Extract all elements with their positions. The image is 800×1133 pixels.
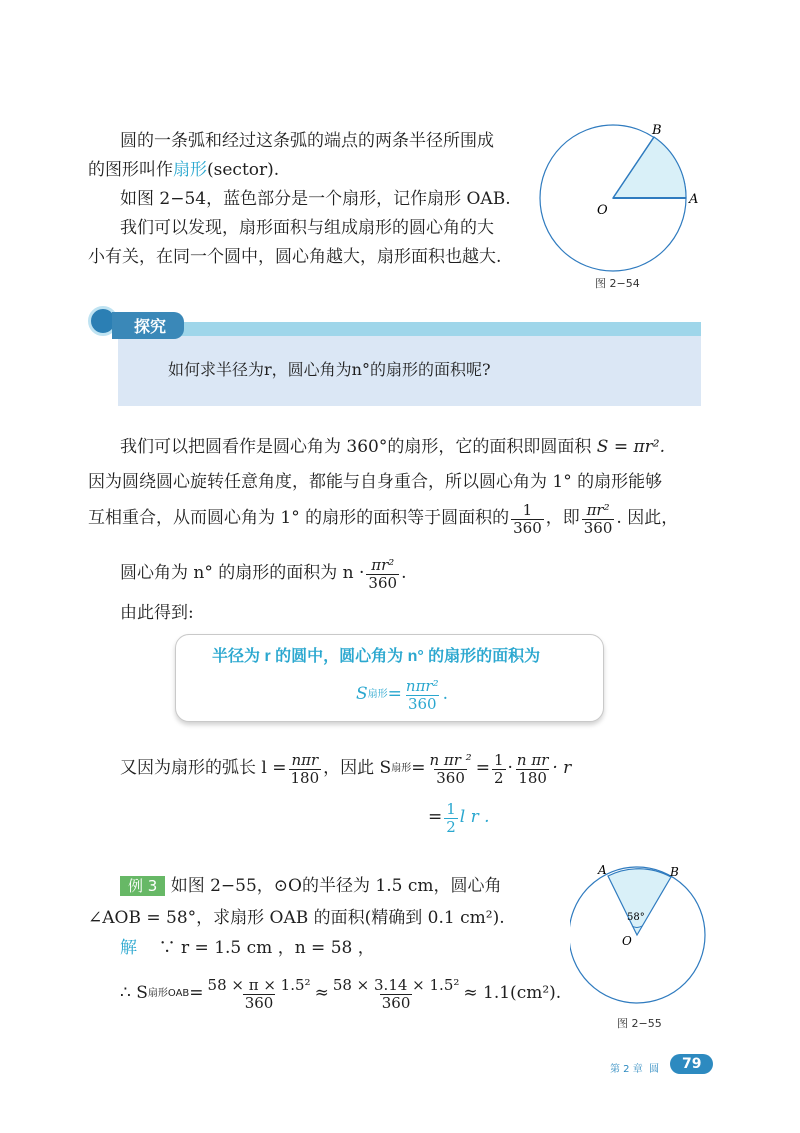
figure-2-54	[535, 118, 705, 288]
explore-question: 如何求半径为r，圆心角为n°的扇形的面积呢?	[168, 360, 491, 379]
body-line-3: 互相重合，从而圆心角为 1° 的扇形的面积等于圆面积的 $\frac{1}{360}$ ，即 $\frac{\text{πr²}}{360}$ . 因此，	[88, 501, 679, 537]
fig2-label-O: O	[622, 934, 632, 948]
arc-fraction-4: $\frac{\text{n πr}}{180}$	[516, 751, 549, 787]
arc-derivation-line-2: = $\frac{1}{2}$ l r .	[428, 800, 490, 836]
arc-fraction-3: $\frac{1}{2}$	[493, 751, 504, 787]
fraction-1-over-360: $\frac{1}{360}$	[513, 501, 542, 537]
solution-label: 解	[120, 938, 137, 958]
solution-fraction-2: $\frac{\text{58 × 3.14 × 1.5²}}{360}$	[332, 976, 460, 1012]
fig1-sector	[613, 137, 686, 198]
intro-line-1: 圆的一条弧和经过这条弧的端点的两条半径所围成	[120, 131, 494, 151]
explore-header-band	[118, 322, 701, 336]
fig1-label-B: B	[652, 123, 662, 138]
figure-2-55-caption: 图 2−55	[617, 1017, 662, 1030]
formula-fraction: $\frac{\text{nπr²}}{360}$	[405, 677, 439, 713]
arc-derivation-line-1: 又因为扇形的弧长 l = $\frac{\text{nπr}}{180}$ ，因此 S 扇形 = $\frac{\text{n πr ²}}{360}$ = $\frac{1}{2}$ · $\frac{\text{n πr}}{180}$ · r	[120, 751, 572, 787]
figure-2-55	[570, 860, 730, 1010]
example-line-1: 例 3 如图 2−55，⊙O的半径为 1.5 cm，圆心角	[120, 876, 501, 897]
footer-chapter: 第 2 章 圆	[610, 1064, 660, 1075]
fig1-label-A: A	[689, 192, 699, 207]
arc-fraction-2: $\frac{\text{n πr ²}}{360}$	[429, 751, 472, 787]
formula-expression: S 扇形 = $\frac{\text{nπr²}}{360}$ .	[356, 677, 449, 713]
example-line-2: ∠AOB = 58°，求扇形 OAB 的面积(精确到 0.1 cm²).	[88, 908, 505, 928]
fig2-label-A: A	[598, 863, 607, 877]
formula-statement: 半径为 r 的圆中，圆心角为 n° 的扇形的面积为	[212, 648, 541, 665]
intro-line-2: 的图形叫作扇形(sector).	[88, 160, 280, 180]
arc-result-fraction: $\frac{1}{2}$	[446, 800, 456, 836]
fig2-sector	[608, 869, 671, 935]
solution-line-1: 解 ∵ r = 1.5 cm ，n = 58 ，	[120, 938, 375, 958]
intro-line-5: 小有关，在同一个圆中，圆心角越大，扇形面积也越大.	[88, 247, 502, 267]
arc-fraction-1: $\frac{\text{nπr}}{180}$	[290, 751, 320, 787]
fraction-pir2-over-360: $\frac{\text{πr²}}{360}$	[583, 501, 613, 537]
fraction-pir2-over-360-b: $\frac{\text{πr²}}{360}$	[368, 556, 398, 592]
example-tag: 例 3	[120, 876, 165, 896]
body-line-5: 由此得到:	[120, 603, 194, 623]
fig2-angle-label: 58°	[627, 912, 645, 923]
fig2-label-B: B	[670, 865, 679, 879]
fig1-label-O: O	[597, 203, 608, 218]
solution-fraction-1: $\frac{\text{58 × π × 1.5²}}{360}$	[207, 976, 311, 1012]
intro-line-3: 如图 2−54，蓝色部分是一个扇形，记作扇形 OAB.	[120, 189, 511, 209]
explore-tag: 探究	[112, 312, 184, 339]
term-sector: 扇形	[173, 160, 207, 180]
body-line-4: 圆心角为 n° 的扇形的面积为 n · $\frac{\text{πr²}}{360}$ .	[120, 556, 407, 592]
solution-line-2: ∴ S 扇形OAB = $\frac{\text{58 × π × 1.5²}}{360}$ ≈ $\frac{\text{58 × 3.14 × 1.5²}}{360}$ ≈ 1.1(cm²).	[120, 976, 562, 1012]
page-number: 79	[670, 1054, 713, 1074]
body-line-2: 因为圆绕圆心旋转任意角度，都能与自身重合，所以圆心角为 1° 的扇形能够	[88, 472, 663, 492]
figure-2-54-caption: 图 2−54	[595, 277, 640, 290]
intro-line-4: 我们可以发现，扇形面积与组成扇形的圆心角的大	[120, 218, 494, 238]
body-line-1: 我们可以把圆看作是圆心角为 360°的扇形，它的面积即圆面积 S = πr².	[120, 437, 665, 457]
